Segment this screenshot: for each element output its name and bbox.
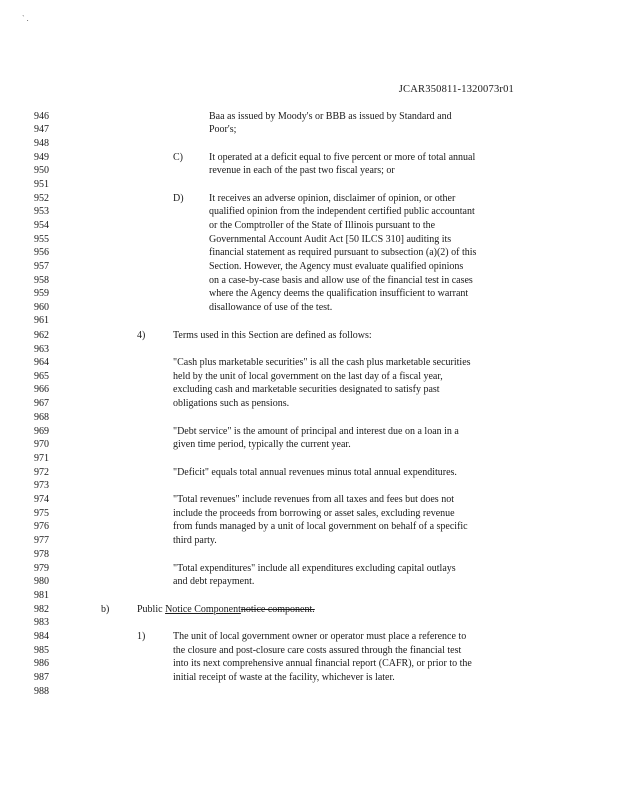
text-line: from funds managed by a unit of local government on behalf of a specific (173, 521, 468, 532)
line-number: 979 (34, 563, 49, 574)
item-label-c: C) (173, 152, 183, 163)
line-number: 976 (34, 521, 49, 532)
line-number: 971 (34, 453, 49, 464)
text-line: financial statement as required pursuant to subsection (a)(2) of this (209, 247, 477, 258)
text-line: "Cash plus marketable securities" is all the cash plus marketable securities (173, 357, 471, 368)
line-number: 956 (34, 247, 49, 258)
item-label-b: b) (101, 604, 110, 615)
line-number: 981 (34, 590, 49, 601)
text-line: held by the unit of local government on the last day of a fiscal year, (173, 371, 443, 382)
text-line: Governmental Account Audit Act [50 ILCS 310] auditing its (209, 234, 452, 245)
text-line: Section. However, the Agency must evaluate qualified opinions (209, 261, 464, 272)
text-line: and debt repayment. (173, 576, 255, 587)
line-number: 965 (34, 371, 49, 382)
line-number: 978 (34, 549, 49, 560)
line-number: 970 (34, 439, 49, 450)
line-number: 951 (34, 179, 49, 190)
line-number: 988 (34, 686, 49, 697)
line-number: 977 (34, 535, 49, 546)
heading-inserted-text: Notice Component (165, 604, 241, 615)
line-number: 984 (34, 631, 49, 642)
line-number: 966 (34, 384, 49, 395)
line-number: 985 (34, 645, 49, 656)
line-number: 954 (34, 220, 49, 231)
line-number: 962 (34, 330, 49, 341)
line-number: 948 (34, 138, 49, 149)
text-line: Terms used in this Section are defined as follows: (173, 330, 372, 341)
text-line: on a case-by-case basis and allow use of the financial test in cases (209, 275, 473, 286)
line-number: 957 (34, 261, 49, 272)
item-label-1: 1) (137, 631, 146, 642)
text-line: disallowance of use of the test. (209, 302, 333, 313)
text-line: obligations such as pensions. (173, 398, 290, 409)
line-number: 980 (34, 576, 49, 587)
scan-corner-mark: ` . (22, 14, 29, 23)
text-line: Baa as issued by Moody's or BBB as issued by Standard and (209, 111, 452, 122)
line-number: 950 (34, 165, 49, 176)
line-number: 972 (34, 467, 49, 478)
item-label-d: D) (173, 193, 184, 204)
heading-text: Public (137, 604, 166, 615)
text-line: It operated at a deficit equal to five percent or more of total annual (209, 152, 476, 163)
line-number: 946 (34, 111, 49, 122)
line-number: 964 (34, 357, 49, 368)
text-line: the closure and post-closure care costs assured through the financial test (173, 645, 462, 656)
text-line: The unit of local government owner or operator must place a reference to (173, 631, 467, 642)
heading-deleted-text: notice component. (240, 604, 315, 615)
line-number: 986 (34, 658, 49, 669)
text-line: initial receipt of waste at the facility, whichever is later. (173, 672, 395, 683)
line-number: 987 (34, 672, 49, 683)
line-number: 983 (34, 617, 49, 628)
text-line: where the Agency deems the qualification insufficient to warrant (209, 288, 469, 299)
section-heading (137, 604, 315, 615)
line-number: 974 (34, 494, 49, 505)
text-line: excluding cash and marketable securities designated to satisfy past (173, 384, 440, 395)
line-number: 949 (34, 152, 49, 163)
text-line: third party. (173, 535, 217, 546)
line-number: 969 (34, 426, 49, 437)
document-id: JCAR350811-1320073r01 (398, 84, 514, 95)
line-number: 947 (34, 124, 49, 135)
text-line: Poor's; (209, 124, 237, 135)
text-line: "Total revenues" include revenues from all taxes and fees but does not (173, 494, 454, 505)
text-line: into its next comprehensive annual financial report (CAFR), or prior to the (173, 658, 472, 669)
line-number: 952 (34, 193, 49, 204)
line-number: 955 (34, 234, 49, 245)
text-line: It receives an adverse opinion, disclaimer of opinion, or other (209, 193, 456, 204)
line-number: 961 (34, 315, 49, 326)
text-line: include the proceeds from borrowing or asset sales, excluding revenue (173, 508, 455, 519)
line-number: 959 (34, 288, 49, 299)
text-line: revenue in each of the past two fiscal years; or (209, 165, 395, 176)
line-number: 958 (34, 275, 49, 286)
item-label-4: 4) (137, 330, 146, 341)
line-number: 967 (34, 398, 49, 409)
line-number: 953 (34, 206, 49, 217)
line-number: 982 (34, 604, 49, 615)
text-line: given time period, typically the current year. (173, 439, 351, 450)
text-line: or the Comptroller of the State of Illinois pursuant to the (209, 220, 436, 231)
text-line: "Total expenditures" include all expenditures excluding capital outlays (173, 563, 456, 574)
line-number: 960 (34, 302, 49, 313)
text-line: "Debt service" is the amount of principal and interest due on a loan in a (173, 426, 459, 437)
line-number: 975 (34, 508, 49, 519)
text-line: "Deficit" equals total annual revenues minus total annual expenditures. (173, 467, 457, 478)
line-number: 963 (34, 344, 49, 355)
text-line: qualified opinion from the independent certified public accountant (209, 206, 475, 217)
line-number: 968 (34, 412, 49, 423)
line-number: 973 (34, 480, 49, 491)
